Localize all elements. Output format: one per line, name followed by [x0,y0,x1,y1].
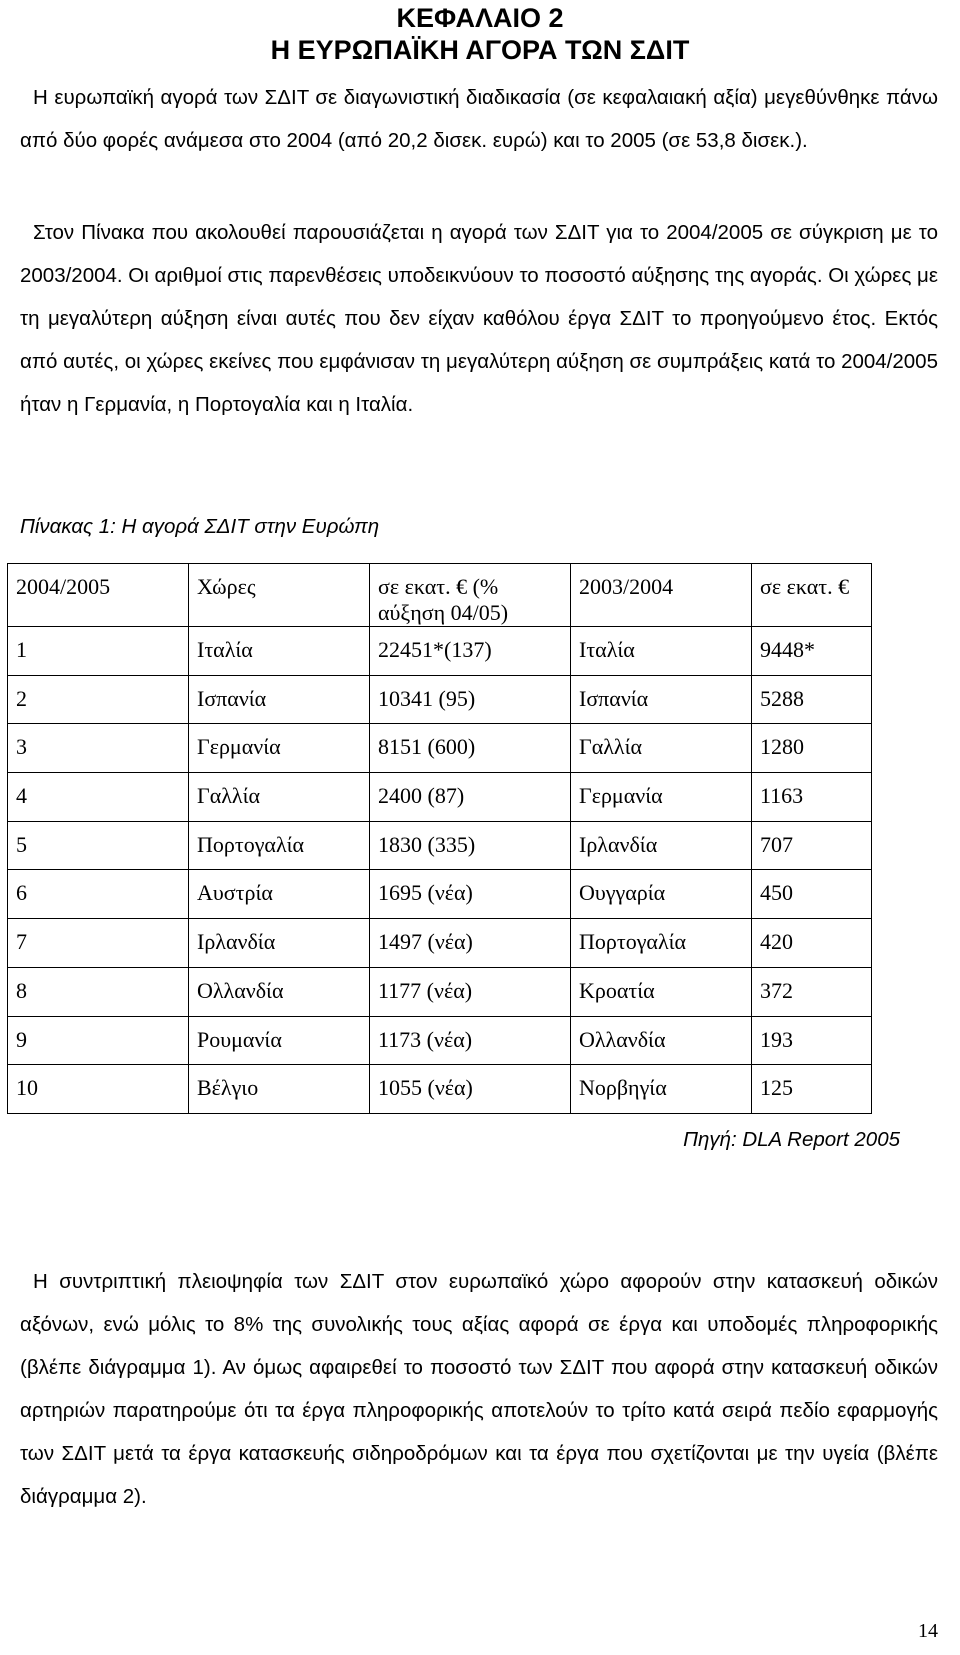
table-intro-paragraph: Στον Πίνακα που ακολουθεί παρουσιάζεται η αγορά των ΣΔΙΤ για το 2004/2005 σε σύγκριση με το 2003/2004. Οι αριθμοί στις παρενθέσεις υποδεικνύουν το ποσοστό αύξησης της αγοράς. Οι χώρες με τη μεγαλύτερη αύξηση είναι αυτές που δεν είχαν καθόλου έργα ΣΔΙΤ το προηγούμενο έτος. Εκτός από αυτές, οι χώρες εκείνες που εμφάνισαν τη μεγαλύτερη αύξηση σε συμπράξεις κατά το 2004/2005 ήταν η Γερμανία, η Πορτογαλία και η Ιταλία. [20,221,938,416]
table-row [8,675,872,724]
closing-paragraph: Η συντριπτική πλειοψηφία των ΣΔΙΤ στον ευρωπαϊκό χώρο αφορούν στην κατασκευή οδικών αξόνων, ενώ μόλις το 8% της συνολικής τους αξίας αφορά σε έργα και υποδομές πληροφορικής (βλέπε διάγραμμα 1). Αν όμως αφαιρεθεί το ποσοστό των ΣΔΙΤ που αφορά στην κατασκευή οδικών αρτηριών παρατηρούμε ότι τα έργα πληροφορικής αποτελούν το τρίτο κατά σειρά πεδίο εφαρμογής των ΣΔΙΤ μετά τα έργα κατασκευής σιδηροδρόμων και τα έργα που σχετίζονται με την υγεία (βλέπε διάγραμμα 2). [20,1270,938,1508]
table-row [8,870,872,919]
value-2004-cell: 1163 [752,773,872,822]
rank-cell: 5 [8,821,189,870]
rank-cell: 2 [8,675,189,724]
country-2004-cell: Ιταλία [571,627,752,676]
rank-cell: 4 [8,773,189,822]
table-row [8,821,872,870]
value-2005-cell: 10341 (95) [370,675,571,724]
table-row [8,919,872,968]
country-2004-cell: Νορβηγία [571,1065,752,1114]
table-row [8,627,872,676]
country-2004-cell: Ουγγαρία [571,870,752,919]
country-2004-cell: Ολλανδία [571,1016,752,1065]
value-2004-cell: 420 [752,919,872,968]
value-2004-cell: 125 [752,1065,872,1114]
value-2004-cell: 707 [752,821,872,870]
intro-paragraph: Η ευρωπαϊκή αγορά των ΣΔΙΤ σε διαγωνιστική διαδικασία (σε κεφαλαιακή αξία) μεγεθύνθηκε πάνω από δύο φορές ανάμεσα στο 2004 (από 20,2 δισεκ. ευρώ) και το 2005 (σε 53,8 δισεκ.). [20,86,938,152]
country-2005-cell: Γαλλία [189,773,370,822]
table-caption: Πίνακας 1: Η αγορά ΣΔΙΤ στην Ευρώπη [20,515,380,538]
value-2004-cell: 9448* [752,627,872,676]
country-2005-cell: Πορτογαλία [189,821,370,870]
rank-cell: 8 [8,967,189,1016]
table-source: Πηγή: DLA Report 2005 [683,1128,900,1151]
country-2005-cell: Ισπανία [189,675,370,724]
country-2004-cell: Ισπανία [571,675,752,724]
value-2004-cell: 450 [752,870,872,919]
chapter-number: ΚΕΦΑΛΑΙΟ 2 [396,3,564,33]
value-2005-cell: 22451*(137) [370,627,571,676]
country-2005-cell: Γερμανία [189,724,370,773]
value-2005-cell: 1055 (νέα) [370,1065,571,1114]
country-2005-cell: Ρουμανία [189,1016,370,1065]
header-2003-2004: 2003/2004 [571,564,752,627]
table-row [8,1065,872,1114]
rank-cell: 1 [8,627,189,676]
header-value: σε εκατ. € [752,564,872,627]
country-2004-cell: Πορτογαλία [571,919,752,968]
country-2004-cell: Ιρλανδία [571,821,752,870]
country-2004-cell: Κροατία [571,967,752,1016]
table-row [8,967,872,1016]
rank-cell: 3 [8,724,189,773]
value-2004-cell: 5288 [752,675,872,724]
value-2005-cell: 8151 (600) [370,724,571,773]
country-2005-cell: Ιταλία [189,627,370,676]
country-2005-cell: Ιρλανδία [189,919,370,968]
value-2005-cell: 1830 (335) [370,821,571,870]
value-2005-cell: 1173 (νέα) [370,1016,571,1065]
page-number: 14 [918,1620,938,1642]
table-row [8,724,872,773]
rank-cell: 9 [8,1016,189,1065]
table-header-row [8,564,872,627]
rank-cell: 10 [8,1065,189,1114]
value-2005-cell: 1695 (νέα) [370,870,571,919]
ppp-market-table [7,563,872,1114]
value-2004-cell: 193 [752,1016,872,1065]
rank-cell: 6 [8,870,189,919]
country-2005-cell: Βέλγιο [189,1065,370,1114]
country-2005-cell: Ολλανδία [189,967,370,1016]
value-2005-cell: 2400 (87) [370,773,571,822]
country-2005-cell: Αυστρία [189,870,370,919]
rank-cell: 7 [8,919,189,968]
value-2005-cell: 1177 (νέα) [370,967,571,1016]
country-2004-cell: Γερμανία [571,773,752,822]
table-row [8,1016,872,1065]
header-2004-2005: 2004/2005 [8,564,189,627]
chapter-title: Η ΕΥΡΩΠΑΪΚΗ ΑΓΟΡΑ ΤΩΝ ΣΔΙΤ [270,35,690,65]
country-2004-cell: Γαλλία [571,724,752,773]
header-value-growth: σε εκατ. € (% αύξηση 04/05) [370,564,571,627]
table-row [8,773,872,822]
header-countries: Χώρες [189,564,370,627]
value-2005-cell: 1497 (νέα) [370,919,571,968]
value-2004-cell: 372 [752,967,872,1016]
value-2004-cell: 1280 [752,724,872,773]
